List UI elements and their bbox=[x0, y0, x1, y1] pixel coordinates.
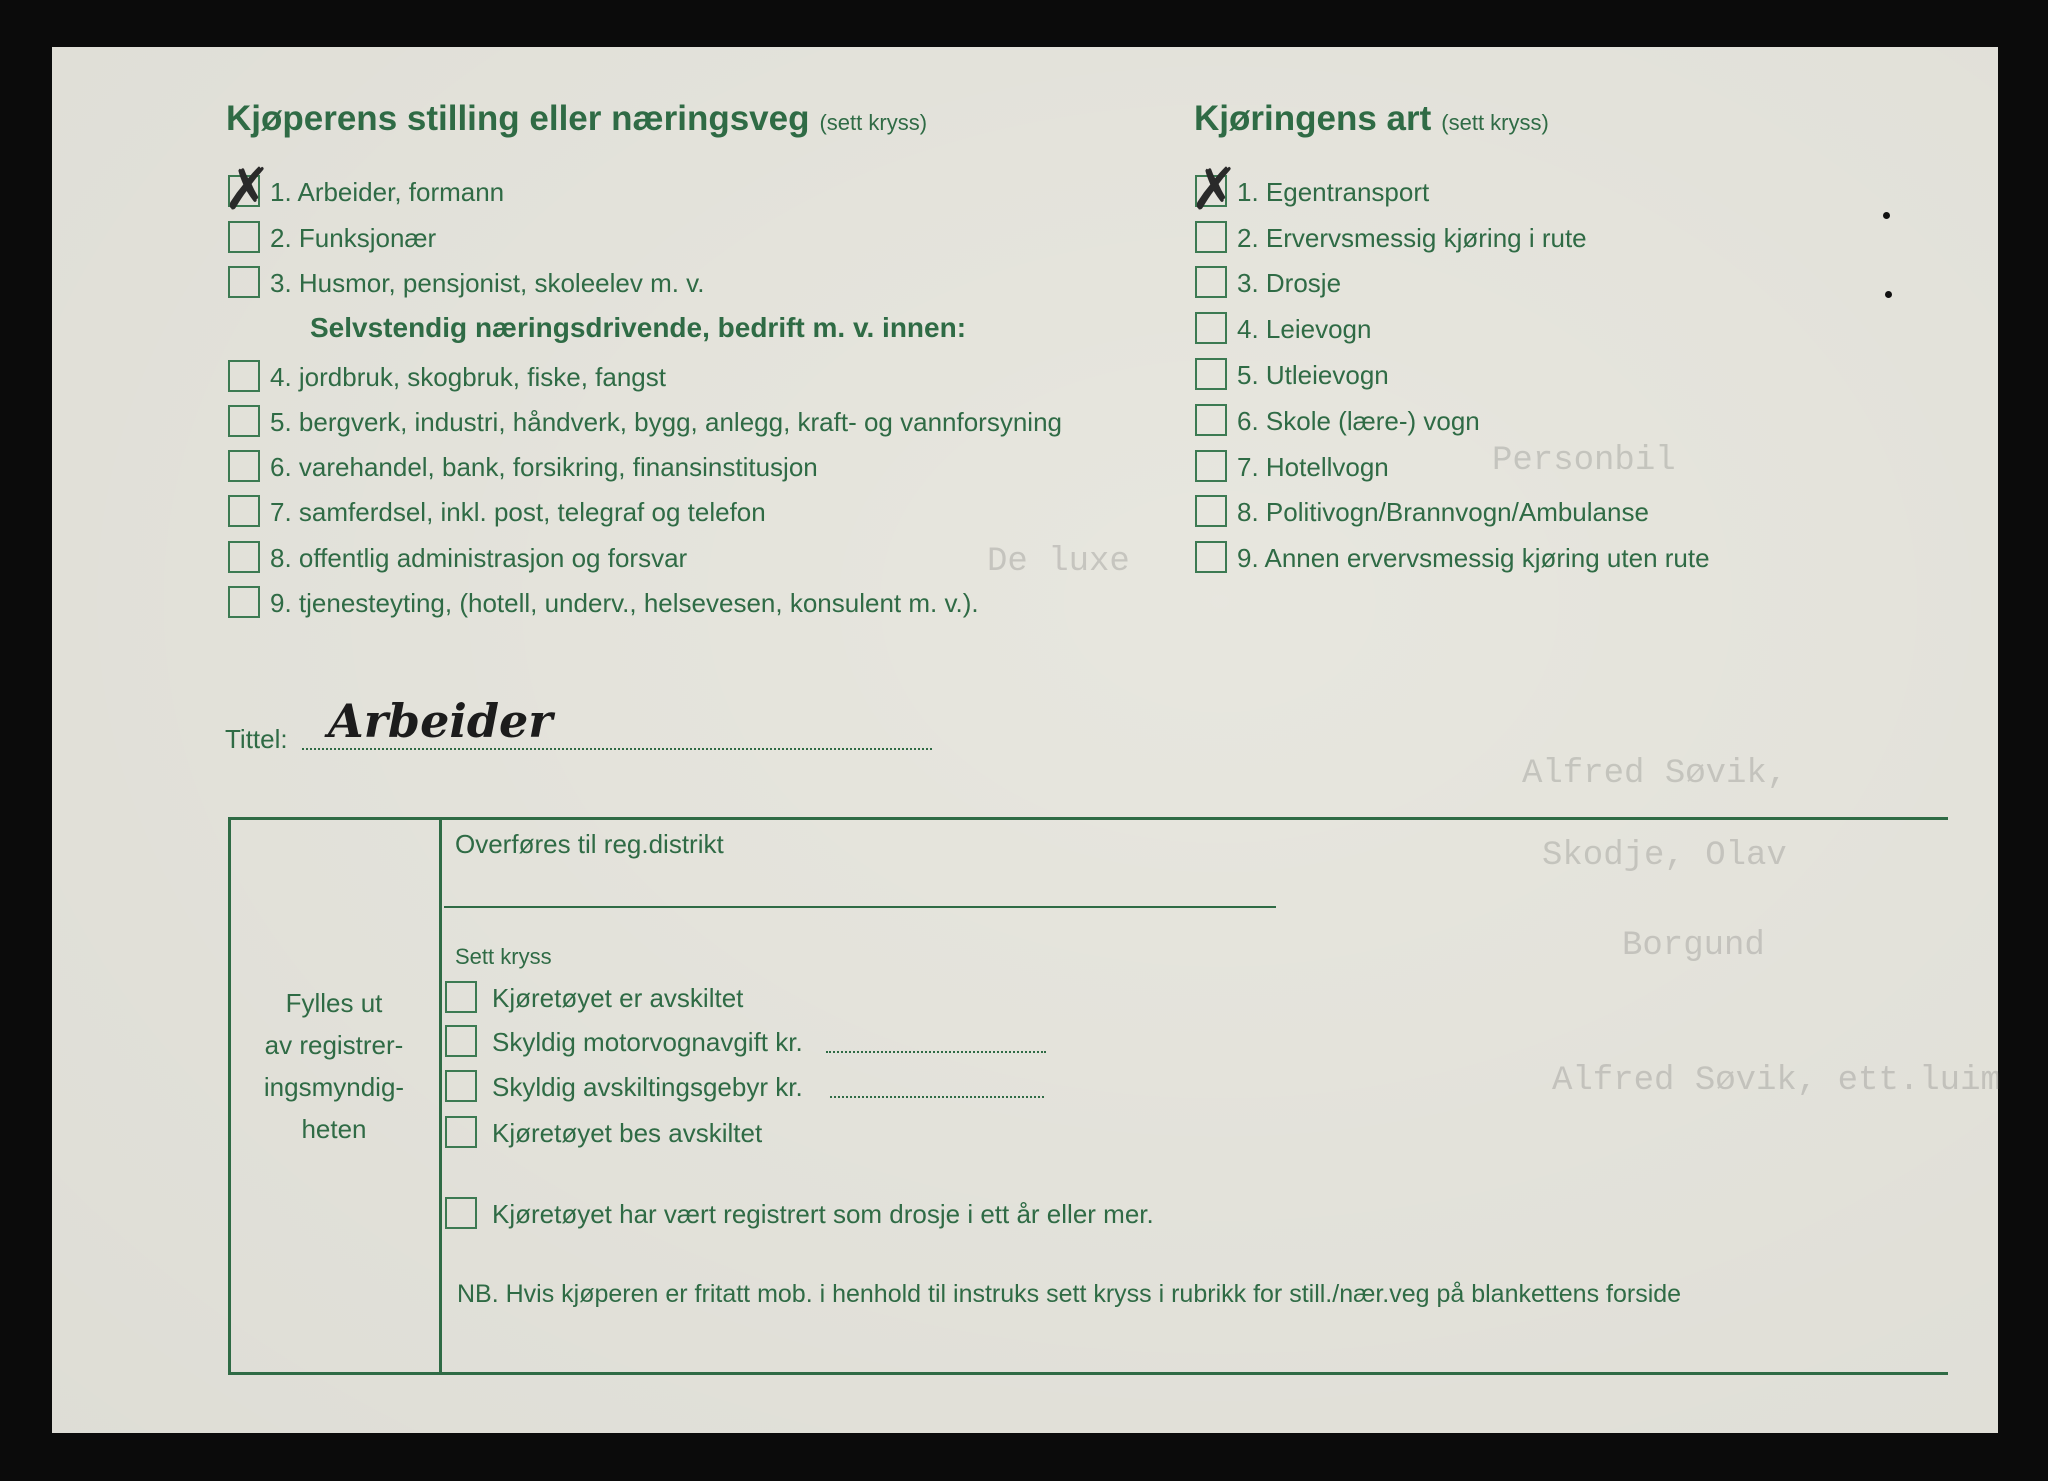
occupation-option-4: 4. jordbruk, skogbruk, fiske, fangst bbox=[270, 362, 666, 392]
bleed-through-text: Alfred Søvik, ett.luim bbox=[1552, 1062, 2001, 1100]
occupation-option-7: 7. samferdsel, inkl. post, telegraf og telefon bbox=[270, 497, 766, 527]
occupation-option-5: 5. bergverk, industri, håndverk, bygg, anlegg, kraft- og vannforsyning bbox=[270, 407, 1062, 437]
plate-fee-amount-line[interactable] bbox=[830, 1096, 1044, 1098]
occupation-option-3: 3. Husmor, pensjonist, skoleelev m. v. bbox=[270, 268, 705, 298]
occupation-option-6: 6. varehandel, bank, forsikring, finansinstitusjon bbox=[270, 452, 818, 482]
driving-option-5: 5. Utleievogn bbox=[1237, 360, 1389, 390]
checkbox-plate-fee-owed[interactable] bbox=[445, 1070, 477, 1102]
checkbox-occupation-8[interactable] bbox=[228, 541, 260, 573]
side-label-line-2: av registrer- bbox=[264, 1030, 404, 1060]
checkbox-occupation-5[interactable] bbox=[228, 405, 260, 437]
motor-tax-amount-line[interactable] bbox=[826, 1051, 1046, 1053]
checkbox-motor-tax-owed[interactable] bbox=[445, 1025, 477, 1057]
side-label-line-4: heten bbox=[301, 1114, 367, 1144]
driving-option-3: 3. Drosje bbox=[1237, 268, 1342, 298]
checkbox-occupation-9[interactable] bbox=[228, 586, 260, 618]
form-sheet bbox=[52, 47, 2001, 1433]
side-label-line-1: Fylles ut bbox=[285, 988, 383, 1018]
checkbox-driving-6[interactable] bbox=[1195, 404, 1227, 436]
occupation-option-2: 2. Funksjonær bbox=[270, 223, 437, 253]
title-field-line bbox=[302, 748, 932, 750]
bottom-box-top-border bbox=[228, 817, 1948, 820]
motor-tax-owed-label: Skyldig motorvognavgift kr. bbox=[492, 1027, 803, 1057]
driving-option-4: 4. Leievogn bbox=[1237, 314, 1372, 344]
checkbox-driving-4[interactable] bbox=[1195, 312, 1227, 344]
checkbox-occupation-7[interactable] bbox=[228, 495, 260, 527]
handwritten-check-mark: ✗ bbox=[1190, 155, 1239, 223]
checkbox-driving-8[interactable] bbox=[1195, 495, 1227, 527]
buyer-occupation-hint: (sett kryss) bbox=[819, 110, 928, 135]
driving-option-9: 9. Annen ervervsmessig kjøring uten rute bbox=[1237, 543, 1710, 573]
driving-option-7: 7. Hotellvogn bbox=[1237, 452, 1389, 482]
registration-authority-label bbox=[236, 982, 432, 1150]
driving-option-2: 2. Ervervsmessig kjøring i rute bbox=[1237, 223, 1587, 253]
checkbox-occupation-6[interactable] bbox=[228, 450, 260, 482]
transfer-district-line bbox=[444, 906, 1276, 908]
checkbox-driving-7[interactable] bbox=[1195, 450, 1227, 482]
ink-speck bbox=[1885, 291, 1892, 298]
checkbox-driving-2[interactable] bbox=[1195, 221, 1227, 253]
checkbox-driving-5[interactable] bbox=[1195, 358, 1227, 390]
request-deregistration-label: Kjøretøyet bes avskiltet bbox=[492, 1118, 763, 1148]
title-field-label: Tittel: bbox=[225, 724, 288, 754]
title-field-value[interactable]: Arbeider bbox=[328, 694, 553, 748]
checkbox-request-deregistration[interactable] bbox=[445, 1116, 477, 1148]
checkbox-occupation-3[interactable] bbox=[228, 266, 260, 298]
checkbox-driving-3[interactable] bbox=[1195, 266, 1227, 298]
side-label-line-3: ingsmyndig- bbox=[263, 1072, 405, 1102]
bleed-through-text: Alfred Søvik, bbox=[1522, 755, 1788, 793]
handwritten-check-mark: ✗ bbox=[223, 155, 272, 223]
self-employed-subheading: Selvstendig næringsdrivende, bedrift m. v. innen: bbox=[310, 312, 967, 343]
checkbox-deregistered[interactable] bbox=[445, 981, 477, 1013]
buyer-occupation-title bbox=[226, 99, 927, 139]
checkbox-driving-9[interactable] bbox=[1195, 541, 1227, 573]
occupation-option-9: 9. tjenesteyting, (hotell, underv., helsevesen, konsulent m. v.). bbox=[270, 588, 979, 618]
nb-note: NB. Hvis kjøperen er fritatt mob. i henhold til instruks sett kryss i rubrikk for still./nær.veg på blankettens forside bbox=[457, 1280, 1682, 1308]
taxi-registered-label: Kjøretøyet har vært registrert som drosje i ett år eller mer. bbox=[492, 1199, 1154, 1229]
checkbox-taxi-registered[interactable] bbox=[445, 1197, 477, 1229]
transfer-district-label: Overføres til reg.distrikt bbox=[455, 829, 724, 859]
driving-type-title bbox=[1194, 99, 1549, 139]
bottom-box-divider bbox=[439, 817, 442, 1375]
checkbox-occupation-2[interactable] bbox=[228, 221, 260, 253]
occupation-option-1: 1. Arbeider, formann bbox=[270, 177, 505, 207]
tick-instruction: Sett kryss bbox=[455, 944, 552, 969]
ink-speck bbox=[1883, 212, 1890, 219]
driving-option-6: 6. Skole (lære-) vogn bbox=[1237, 406, 1480, 436]
buyer-occupation-heading: Kjøperens stilling eller næringsveg bbox=[226, 99, 810, 138]
driving-type-hint: (sett kryss) bbox=[1441, 110, 1549, 135]
bleed-through-text: Personbil bbox=[1492, 442, 1676, 480]
bottom-box-bottom-border bbox=[228, 1372, 1948, 1375]
driving-type-heading: Kjøringens art bbox=[1194, 99, 1432, 138]
bleed-through-text: De luxe bbox=[987, 543, 1130, 581]
checkbox-occupation-4[interactable] bbox=[228, 360, 260, 392]
driving-option-1: 1. Egentransport bbox=[1237, 177, 1430, 207]
driving-option-8: 8. Politivogn/Brannvogn/Ambulanse bbox=[1237, 497, 1649, 527]
bleed-through-text: Borgund bbox=[1622, 927, 1765, 965]
occupation-option-8: 8. offentlig administrasjon og forsvar bbox=[270, 543, 688, 573]
deregistered-label: Kjøretøyet er avskiltet bbox=[492, 983, 744, 1013]
bleed-through-text: Skodje, Olav bbox=[1542, 837, 1787, 875]
plate-fee-owed-label: Skyldig avskiltingsgebyr kr. bbox=[492, 1072, 803, 1102]
bottom-box-left-border bbox=[228, 817, 231, 1375]
